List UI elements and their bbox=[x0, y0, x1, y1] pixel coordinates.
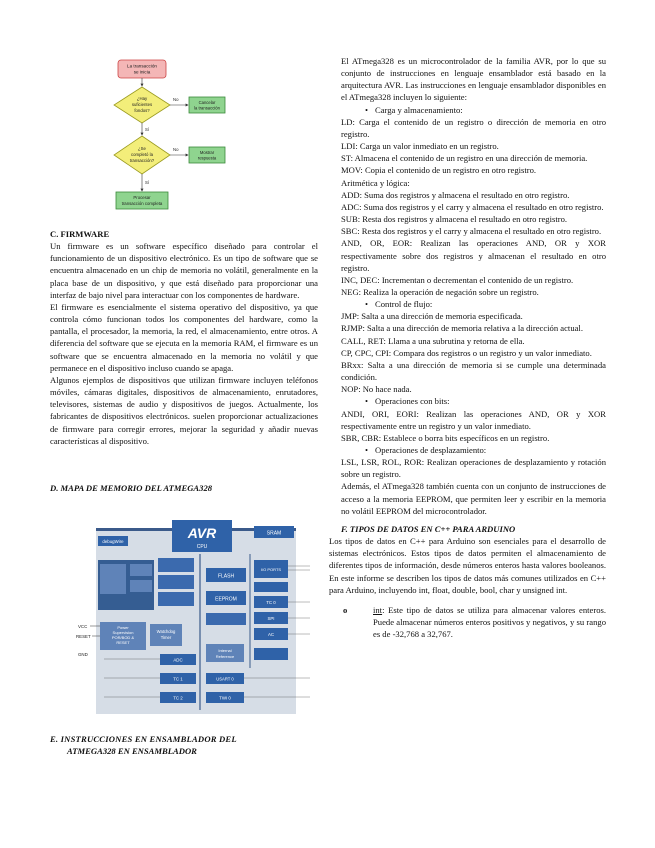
list-item: AND, OR, EOR: Realizan las operaciones AND, OR y XOR respectivamente sobre dos registros y almacenan el resultado en otro registro. bbox=[341, 238, 606, 273]
list-item: BRxx: Salta a una dirección de memoria si se cumple una determinada condición. bbox=[341, 359, 606, 383]
list-item: • Operaciones de desplazamiento: bbox=[341, 444, 606, 456]
svg-text:ADC: ADC bbox=[173, 657, 183, 663]
list-item: SBR, CBR: Establece o borra bits específicos en un registro. bbox=[341, 432, 550, 443]
right-column bbox=[329, 55, 606, 640]
list-item: CP, CPC, CPI: Compara dos registros o un registro y un valor inmediato. bbox=[341, 347, 592, 358]
left-column-firmware bbox=[50, 228, 318, 447]
svg-text:I/O PORTS: I/O PORTS bbox=[260, 567, 282, 572]
svg-text:Sí: Sí bbox=[145, 180, 150, 185]
list-item: • Control de flujo: bbox=[341, 298, 606, 310]
int-label: int bbox=[373, 604, 383, 615]
svg-text:FLASH: FLASH bbox=[217, 573, 235, 580]
list-item: • Carga y almacenamiento: bbox=[341, 104, 606, 116]
list-item: INC, DEC: Incrementan o decrementan el contenido de un registro. bbox=[341, 274, 574, 285]
firmware-paragraph: El firmware es esencialmente el sistema operativo del dispositivo, ya que controla cómo funcionan todos los componentes del hardware, como la pantalla, el procesador, la memoria, la red, el almacenamiento, entre otros. A diferencia del software que se ejecuta en la memoria RAM, el firmware es un software que se encuentra almacenado en la memoria no volátil y que permanece en el dispositivo incluso cuando se apaga. bbox=[50, 301, 318, 373]
svg-text:No: No bbox=[173, 147, 179, 152]
list-item: ST: Almacena el contenido de un registro en una dirección de memoria. bbox=[341, 153, 588, 164]
data-types-heading: F. TIPOS DE DATOS EN C++ PARA ARDUINO bbox=[341, 523, 516, 534]
svg-text:AC: AC bbox=[267, 632, 275, 637]
svg-text:RESET: RESET bbox=[76, 634, 91, 639]
svg-text:Sí: Sí bbox=[145, 127, 150, 132]
data-types-intro: Los tipos de datos en C++ para Arduino son esenciales para el desarrollo de sistemas electrónicos. Estos tipos de datos permiten el almacenamiento de diferentes tipos de información, desde números enteros hasta valores booleanos. En este informe se describen los tipos de datos más comunes utilizados en C++ para Arduino, incluyendo int, float, double, bool, char y unsigned int. bbox=[329, 536, 606, 595]
list-item: NOP: No hace nada. bbox=[341, 384, 412, 395]
svg-text:Procesartransacción completa: Procesar transacción completa bbox=[121, 195, 163, 206]
svg-text:PowerSupervisionPOR/BOD &RESET: Power Supervision POR/BOD & RESET bbox=[111, 625, 135, 645]
internal-reference-block bbox=[206, 644, 244, 662]
firmware-paragraph: Un firmware es un software específico diseñado para controlar el funcionamiento de un dispositivo electrónico. Es un tipo de software que se encuentra almacenado en un chip de memoria no volátil, generalmente en la placa base de un dispositivo, y que está diseñado para proporcionar una interfaz de bajo nivel para interactuar con los componentes de hardware. bbox=[50, 241, 318, 300]
svg-text:VCC: VCC bbox=[78, 624, 88, 629]
svg-text:USART 0: USART 0 bbox=[216, 676, 234, 682]
memory-map-heading-block bbox=[50, 482, 318, 494]
svg-text:La transacciónse inicia: La transacción se inicia bbox=[127, 63, 157, 75]
svg-text:InternalReference: Internal Reference bbox=[215, 648, 235, 659]
list-item: LSL, LSR, ROL, ROR: Realizan operaciones de desplazamiento y rotación sobre un registro. bbox=[341, 457, 606, 480]
firmware-heading: C. FIRMWARE bbox=[50, 229, 110, 239]
list-item: ADC: Suma dos registros y el carry y almacena el resultado en otro registro. bbox=[341, 201, 604, 212]
int-description: : Este tipo de datos se utiliza para almacenar valores enteros. Puede almacenar números enteros positivos y negativos, y su rango es de -32,768 a 32,767. bbox=[373, 604, 606, 640]
svg-text:WatchdogTimer: Watchdog Timer bbox=[156, 629, 176, 640]
svg-text:debugWire: debugWire bbox=[102, 539, 124, 544]
svg-text:CPU: CPU bbox=[196, 544, 208, 550]
svg-text:EEPROM: EEPROM bbox=[215, 596, 237, 603]
list-item: SBC: Resta dos registros y el carry y almacena el resultado en otro registro. bbox=[341, 226, 602, 237]
svg-text:¿Secompletó latransacción?: ¿Se completó la transacción? bbox=[129, 146, 155, 163]
svg-text:Mostrarrespuesta: Mostrar respuesta bbox=[197, 150, 217, 161]
flowchart-figure bbox=[100, 55, 240, 220]
list-item: LDI: Carga un valor inmediato en un registro. bbox=[341, 141, 499, 152]
svg-text:No: No bbox=[173, 97, 179, 102]
svg-text:TC 1: TC 1 bbox=[173, 676, 183, 682]
list-item: • Operaciones con bits: bbox=[341, 395, 606, 407]
svg-text:TC 0: TC 0 bbox=[266, 600, 276, 605]
list-item: ADD: Suma dos registros y almacena el resultado en otro registro. bbox=[341, 189, 570, 200]
list-item: ANDI, ORI, EORI: Realizan las operaciones AND, OR y XOR respectivamente entre un registro y un valor inmediato. bbox=[341, 408, 606, 431]
svg-text:TWI 0: TWI 0 bbox=[219, 695, 231, 701]
memory-map-heading: D. MAPA DE MEMORIO DEL ATMEGA328 bbox=[50, 483, 213, 493]
list-item: Además, el ATmega328 también cuenta con un conjunto de instrucciones de acceso a la memoria EEPROM, que permiten leer y escribir en la memoria no volátil EEPROM del microcontrolador. bbox=[341, 481, 606, 516]
asm-heading-line1: E. INSTRUCCIONES EN ENSAMBLADOR DEL bbox=[50, 734, 237, 744]
svg-text:Cancelarla transacción: Cancelar la transacción bbox=[194, 100, 220, 111]
list-item: JMP: Salta a una dirección de memoria especificada. bbox=[341, 311, 523, 322]
list-item: MOV: Copia el contenido de un registro en otro registro. bbox=[341, 165, 537, 176]
list-item: Aritmética y lógica: bbox=[341, 177, 410, 188]
asm-heading-block bbox=[50, 733, 318, 757]
svg-text:TC 2: TC 2 bbox=[173, 695, 183, 701]
svg-text:SRAM: SRAM bbox=[266, 530, 282, 537]
firmware-paragraph: Algunos ejemplos de dispositivos que utilizan firmware incluyen teléfonos móviles, cámaras digitales, dispositivos de almacenamiento, enrutadores, televisores, sistemas de audio y dispositivos de juegos. Actualmente, los fabricantes de dispositivos electrónicos. suelen proporcionar actualizaciones de firmware para corregir errores, mejorar la seguridad y añadir nuevas características al dispositivo. bbox=[50, 374, 318, 446]
svg-text:GND: GND bbox=[78, 652, 88, 657]
svg-text:¿Haysuficientesfondos?: ¿Hay suficientes fondos? bbox=[131, 96, 153, 113]
list-item: SUB: Resta dos registros y almacena el resultado en otro registro. bbox=[341, 214, 568, 225]
list-item-int bbox=[341, 604, 606, 640]
list-item: LD: Carga el contenido de un registro o dirección de memoria en otro registro. bbox=[341, 116, 606, 139]
asm-intro: El ATmega328 es un microcontrolador de la familia AVR, por lo que su conjunto de instrucciones en lenguaje ensamblador está basado en la arquitectura AVR. Las instrucciones en lenguaje ensamblador disponibles en el ATmega328 incluyen lo siguiente: bbox=[341, 56, 606, 103]
list-item: RJMP: Salta a una dirección de memoria relativa a la dirección actual. bbox=[341, 323, 583, 334]
atmega328-block-diagram bbox=[74, 518, 314, 716]
asm-heading-line2: ATMEGA328 EN ENSAMBLADOR bbox=[67, 746, 197, 757]
svg-text:AVR: AVR bbox=[187, 525, 217, 541]
bullet-mark: o bbox=[343, 604, 348, 615]
svg-text:SPI: SPI bbox=[267, 616, 275, 621]
list-item: NEG: Realiza la operación de negación sobre un registro. bbox=[341, 286, 539, 297]
list-item: CALL, RET: Llama a una subrutina y retorna de ella. bbox=[341, 335, 525, 346]
